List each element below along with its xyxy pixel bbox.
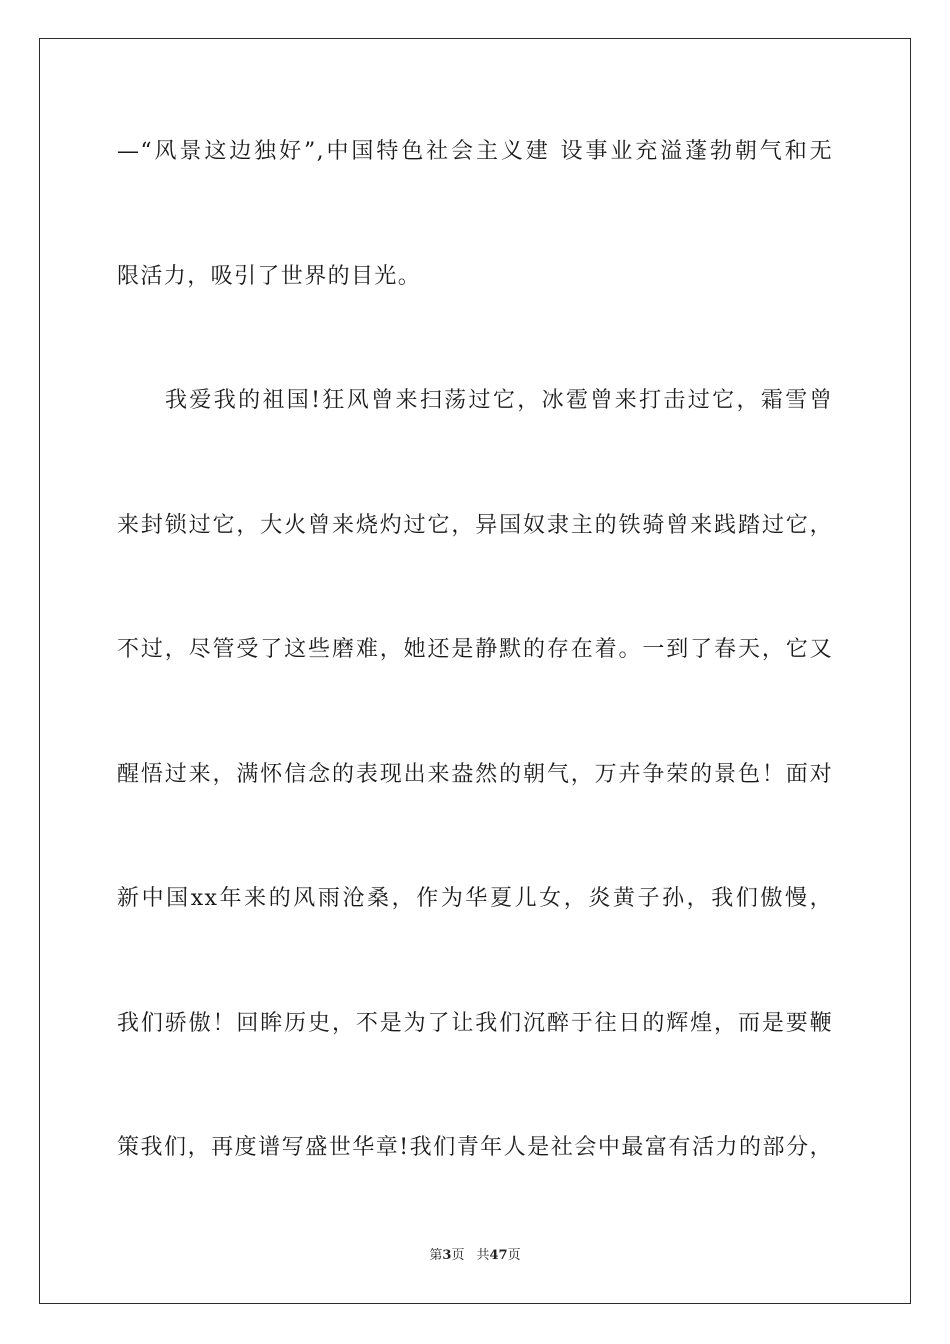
text-line: 来封锁过它，大火曾来烧灼过它，异国奴隶主的铁骑曾来践踏过它， xyxy=(117,513,833,538)
page-number: 3 xyxy=(442,1248,452,1263)
total-pages: 47 xyxy=(489,1248,508,1263)
page-suffix: 页 xyxy=(451,1248,465,1263)
text-line: —“风景这边独好”,中国特色社会主义建 设事业充溢蓬勃朝气和无 xyxy=(117,139,833,164)
text-line: 我爱我的祖国!狂风曾来扫荡过它，冰雹曾来打击过它，霜雪曾 xyxy=(165,388,833,413)
text-line: 限活力，吸引了世界的目光。 xyxy=(117,264,422,289)
page-border xyxy=(39,38,911,1304)
text-line: 新中国xx年来的风雨沧桑，作为华夏儿女，炎黄子孙，我们傲慢， xyxy=(117,886,833,911)
page-footer xyxy=(0,1247,950,1265)
text-line: 不过，尽管受了这些磨难，她还是静默的存在着。一到了春天，它又 xyxy=(117,637,833,662)
total-prefix: 共 xyxy=(476,1248,490,1263)
total-suffix: 页 xyxy=(507,1248,521,1263)
page-prefix: 第 xyxy=(429,1248,443,1263)
text-line: 醒悟过来，满怀信念的表现出来盎然的朝气，万卉争荣的景色！面对 xyxy=(117,762,833,787)
text-line: 我们骄傲！回眸历史，不是为了让我们沉醉于往日的辉煌，而是要鞭 xyxy=(117,1011,833,1036)
text-line: 策我们，再度谱写盛世华章!我们青年人是社会中最富有活力的部分， xyxy=(117,1135,833,1160)
